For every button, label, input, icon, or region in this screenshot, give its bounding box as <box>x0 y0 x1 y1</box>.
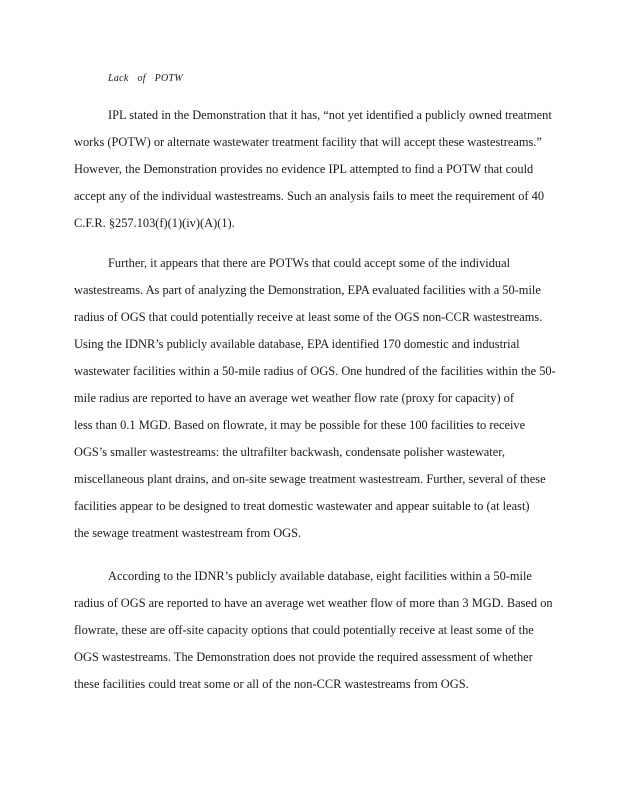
paragraph-line: wastestreams. As part of analyzing the Demonstration, EPA evaluated facilities with a 50-mile <box>74 283 541 297</box>
paragraph-1 <box>74 102 594 237</box>
paragraph-line: radius of OGS are reported to have an average wet weather flow of more than 3 MGD. Based on <box>74 596 553 610</box>
paragraph-line: these facilities could treat some or all of the non-CCR wastestreams from OGS. <box>74 677 469 691</box>
paragraph-line: miscellaneous plant drains, and on-site sewage treatment wastestream. Further, several of these <box>74 472 546 486</box>
paragraph-line: flowrate, these are off-site capacity options that could potentially receive at least some of the <box>74 623 534 637</box>
paragraph-line: facilities appear to be designed to treat domestic wastewater and appear suitable to (at least) <box>74 499 530 513</box>
section-heading: Lack of POTW <box>108 73 184 84</box>
paragraph-line: IPL stated in the Demonstration that it has, “not yet identified a publicly owned treatment <box>108 108 552 122</box>
paragraph-line: the sewage treatment wastestream from OGS. <box>74 526 302 540</box>
paragraph-line: OGS wastestreams. The Demonstration does not provide the required assessment of whether <box>74 650 533 664</box>
paragraph-2 <box>74 250 594 547</box>
paragraph-line: radius of OGS that could potentially receive at least some of the OGS non-CCR wastestreams. <box>74 310 543 324</box>
paragraph-line: accept any of the individual wastestreams. Such an analysis fails to meet the requirement of 40 <box>74 189 545 203</box>
paragraph-line: According to the IDNR’s publicly available database, eight facilities within a 50-mile <box>108 569 532 583</box>
paragraph-line: wastewater facilities within a 50-mile radius of OGS. One hundred of the facilities within the 50- <box>74 364 556 378</box>
paragraph-line: Further, it appears that there are POTWs that could accept some of the individual <box>108 256 511 270</box>
paragraph-line: less than 0.1 MGD. Based on flowrate, it may be possible for these 100 facilities to receive <box>74 418 526 432</box>
paragraph-line: C.F.R. §257.103(f)(1)(iv)(A)(1). <box>74 216 235 230</box>
paragraph-line: works (POTW) or alternate wastewater treatment facility that will accept these wastestreams.” <box>74 135 542 149</box>
paragraph-line: Using the IDNR’s publicly available database, EPA identified 170 domestic and industrial <box>74 337 520 351</box>
paragraph-line: However, the Demonstration provides no evidence IPL attempted to find a POTW that could <box>74 162 534 176</box>
paragraph-line: OGS’s smaller wastestreams: the ultrafilter backwash, condensate polisher wastewater, <box>74 445 505 459</box>
paragraph-3 <box>74 563 594 698</box>
paragraph-line: mile radius are reported to have an average wet weather flow rate (proxy for capacity) of <box>74 391 514 405</box>
